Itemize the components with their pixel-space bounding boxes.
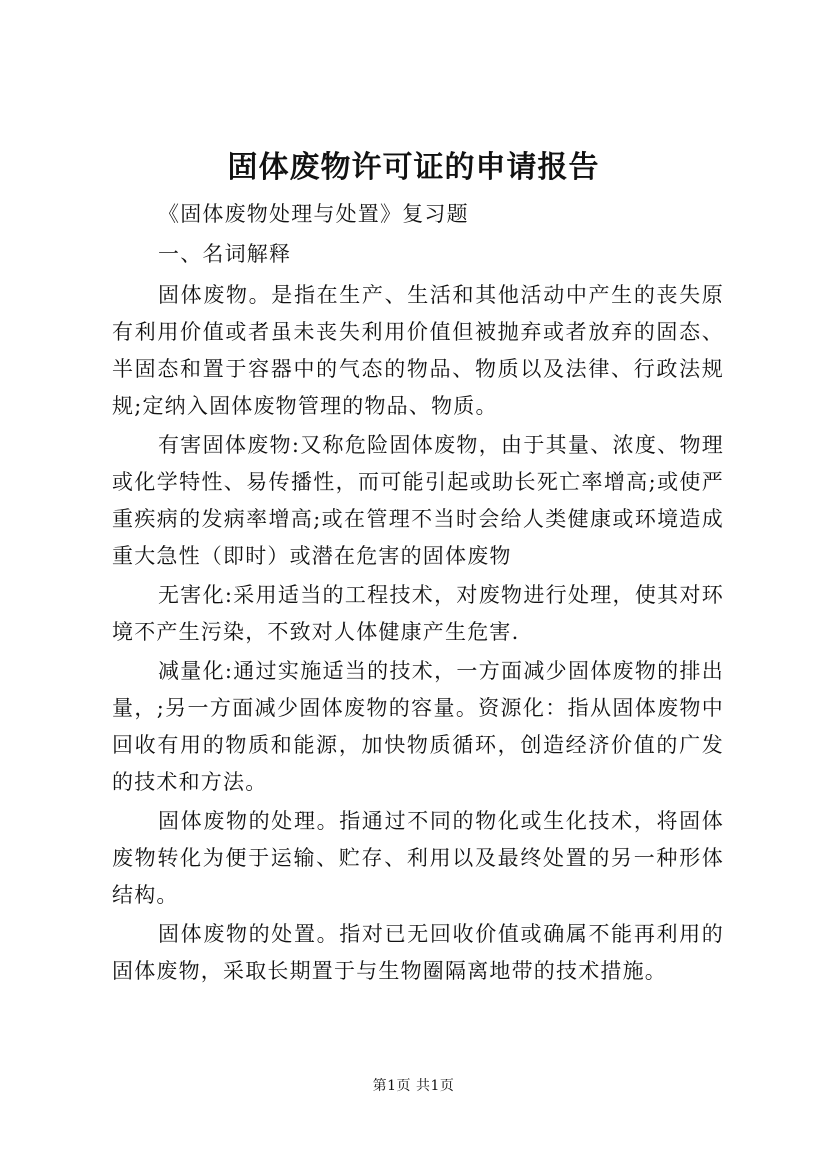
section-heading: 一、名词解释 [158, 242, 292, 266]
paragraph-waste-disposal: 固体废物的处置。指对已无回收价值或确属不能再利用的固体废物，采取长期置于与生物圈隔离地带的技术措施。 [112, 922, 724, 983]
document-subtitle: 《固体废物处理与处置》复习题 [158, 202, 469, 226]
paragraph-reduction-resource: 减量化:通过实施适当的技术，一方面减少固体废物的排出量，;另一方面减少固体废物的容量。资源化：指从固体废物中回收有用的物质和能源，加快物质循环，创造经济价值的广发的技术和方法。 [112, 659, 724, 794]
paragraph-waste-treatment: 固体废物的处理。指通过不同的物化或生化技术，将固体废物转化为便于运输、贮存、利用以及最终处置的另一种形体结构。 [112, 809, 724, 907]
paragraph-solid-waste: 固体废物。是指在生产、生活和其他活动中产生的丧失原有利用价值或者虽未丧失利用价值但被抛弃或者放弃的固态、半固态和置于容器中的气态的物品、物质以及法律、行政法规规;定纳入固体废物管理的物品、物质。 [112, 283, 724, 418]
paragraph-harmless-treatment: 无害化:采用适当的工程技术，对废物进行处理，使其对环境不产生污染，不致对人体健康产生危害. [112, 583, 724, 644]
page-footer: 第1页 共1页 [372, 1078, 455, 1094]
document-body [112, 196, 724, 992]
paragraph-hazardous-waste: 有害固体废物:又称危险固体废物，由于其量、浓度、物理或化学特性、易传播性，而可能引起或助长死亡率增高;或使严重疾病的发病率增高;或在管理不当时会给人类健康或环境造成重大急性（即时）或潜在危害的固体废物 [112, 433, 724, 568]
document-title: 固体废物许可证的申请报告 [227, 150, 600, 185]
